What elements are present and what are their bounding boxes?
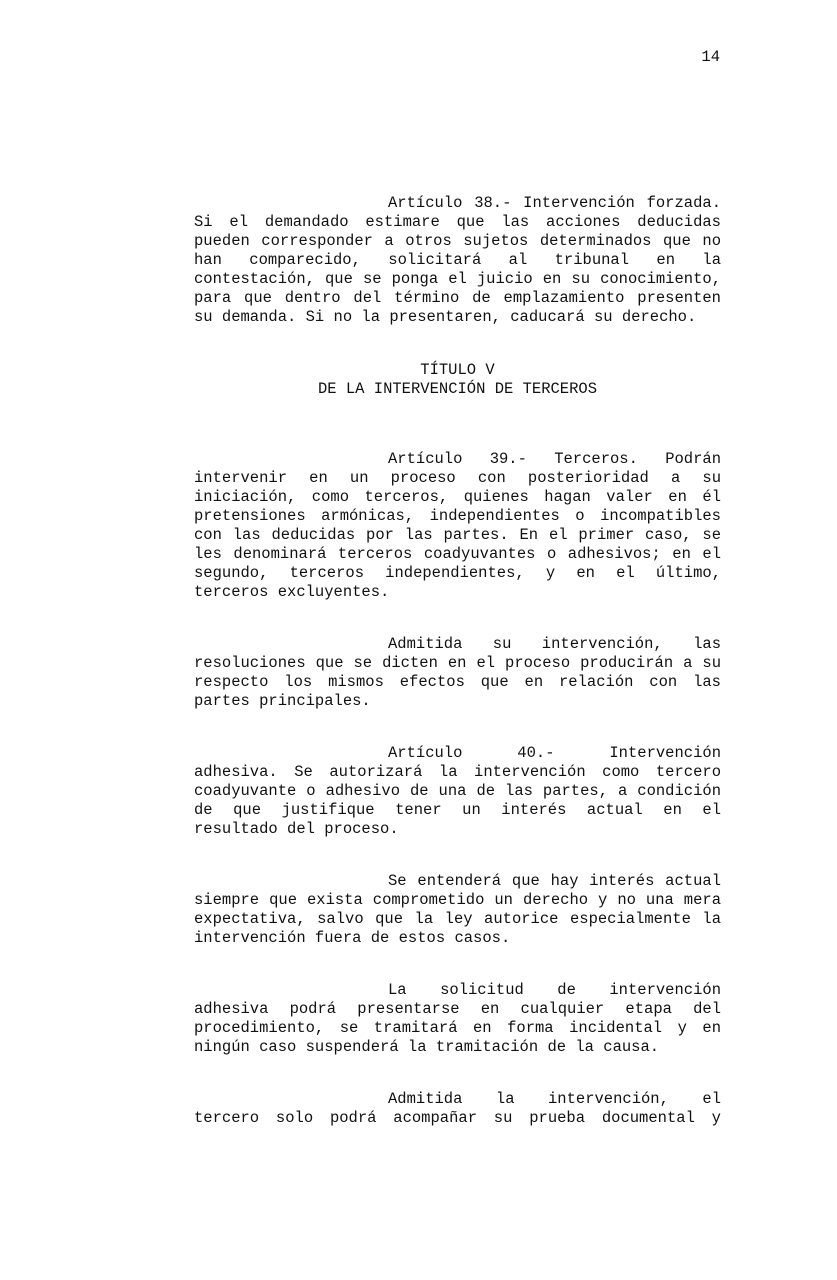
article-39-paragraph: Artículo 39.- Terceros. Podrán intervenir en un proceso con posterioridad a su iniciación, como terceros, quienes hagan valer en él pretensiones armónicas, independientes o incompatibles con las deducidas por las partes. En el primer caso, se les denominará terceros coadyuvantes o adhesivos; en el segundo, terceros independientes, y en el último, terceros excluyentes. <box>194 450 721 601</box>
title-heading-line-2: DE LA INTERVENCIÓN DE TERCEROS <box>317 380 598 398</box>
spacer <box>194 602 721 635</box>
article-39-second-paragraph: Admitida su intervención, las resoluciones que se dicten en el proceso producirán a su respecto los mismos efectos que en relación con las partes principales. <box>194 635 721 710</box>
article-40-fourth-paragraph: Admitida la intervención, el tercero solo podrá acompañar su prueba documental y <box>194 1090 721 1127</box>
title-heading-line-1: TÍTULO V <box>420 361 495 379</box>
document-body <box>194 194 721 1128</box>
spacer <box>194 711 721 744</box>
spacer <box>194 839 721 872</box>
article-40-third-paragraph: La solicitud de intervención adhesiva podrá presentarse en cualquier etapa del procedimiento, se tramitará en forma incidental y en ningún caso suspenderá la tramitación de la causa. <box>194 981 721 1056</box>
spacer <box>194 399 721 450</box>
spacer <box>194 1057 721 1090</box>
article-38-paragraph: Artículo 38.- Intervención forzada. Si el demandado estimare que las acciones deducidas pueden corresponder a otros sujetos determinados que no han comparecido, solicitará al tribunal en la contestación, que se ponga el juicio en su conocimiento, para que dentro del término de emplazamiento presenten su demanda. Si no la presentaren, caducará su derecho. <box>194 194 721 326</box>
spacer <box>194 327 721 361</box>
article-40-second-paragraph: Se entenderá que hay interés actual siempre que exista comprometido un derecho y no una mera expectativa, salvo que la ley autorice especialmente la intervención fuera de estos casos. <box>194 872 721 947</box>
spacer <box>194 948 721 981</box>
article-40-paragraph: Artículo 40.- Intervención adhesiva. Se autorizará la intervención como tercero coadyuvante o adhesivo de una de las partes, a condición de que justifique tener un interés actual en el resultado del proceso. <box>194 744 721 838</box>
page-number: 14 <box>701 48 720 66</box>
